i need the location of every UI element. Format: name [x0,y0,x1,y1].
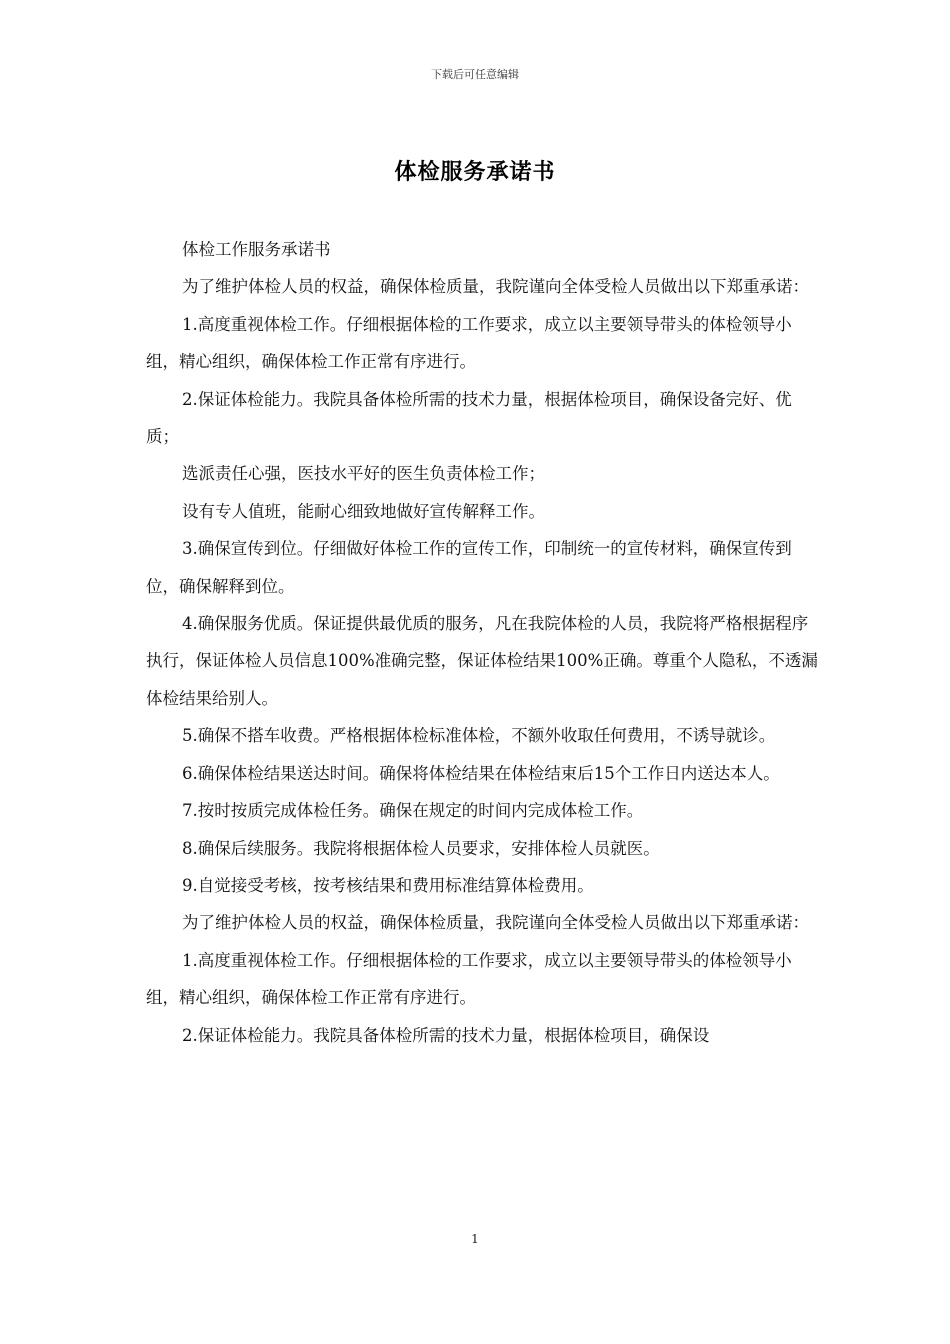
paragraph-item-3: 3.确保宣传到位。仔细做好体检工作的宣传工作，印制统一的宣传材料，确保宣传到位，确保解释到位。 [146,539,792,596]
document-body [146,231,820,1054]
document-title: 体检服务承诺书 [394,160,556,185]
paragraph-item-2-staff: 选派责任心强，医技水平好的医生负责体检工作； [182,464,545,484]
paragraph-intro: 为了维护体检人员的权益，确保体检质量，我院谨向全体受检人员做出以下郑重承诺： [182,277,809,297]
paragraph-item-9: 9.自觉接受考核，按考核结果和费用标准结算体检费用。 [182,875,594,895]
paragraph-item-8: 8.确保后续服务。我院将根据体检人员要求，安排体检人员就医。 [182,838,660,858]
paragraph-intro-repeat: 为了维护体检人员的权益，确保体检质量，我院谨向全体受检人员做出以下郑重承诺： [182,913,809,933]
paragraph-item-6: 6.确保体检结果送达时间。确保将体检结果在体检结束后15个工作日内送达本人。 [182,763,780,783]
paragraph-item-2-repeat: 2.保证体检能力。我院具备体检所需的技术力量，根据体检项目，确保设 [182,1025,710,1045]
page-number: 1 [471,1232,479,1246]
header-note: 下载后可任意编辑 [431,68,519,81]
paragraph-item-5: 5.确保不搭车收费。严格根据体检标准体检，不额外收取任何费用，不诱导就诊。 [182,726,776,746]
paragraph-item-1-repeat: 1.高度重视体检工作。仔细根据体检的工作要求，成立以主要领导带头的体检领导小组，精心组织，确保体检工作正常有序进行。 [146,950,792,1008]
paragraph-subtitle: 体检工作服务承诺书 [182,240,331,259]
paragraph-item-2: 2.保证体检能力。我院具备体检所需的技术力量，根据体检项目，确保设备完好、优质； [146,389,792,447]
paragraph-item-7: 7.按时按质完成体检任务。确保在规定的时间内完成体检工作。 [182,801,644,821]
paragraph-item-2-duty: 设有专人值班，能耐心细致地做好宣传解释工作。 [182,501,545,521]
paragraph-item-4: 4.确保服务优质。保证提供最优质的服务，凡在我院体检的人员，我院将严格根据程序执行，保证体检人员信息100%准确完整，保证体检结果100%正确。尊重个人隐私，不透漏体检结果给别人。 [146,614,818,708]
paragraph-item-1: 1.高度重视体检工作。仔细根据体检的工作要求，成立以主要领导带头的体检领导小组，精心组织，确保体检工作正常有序进行。 [146,314,792,372]
